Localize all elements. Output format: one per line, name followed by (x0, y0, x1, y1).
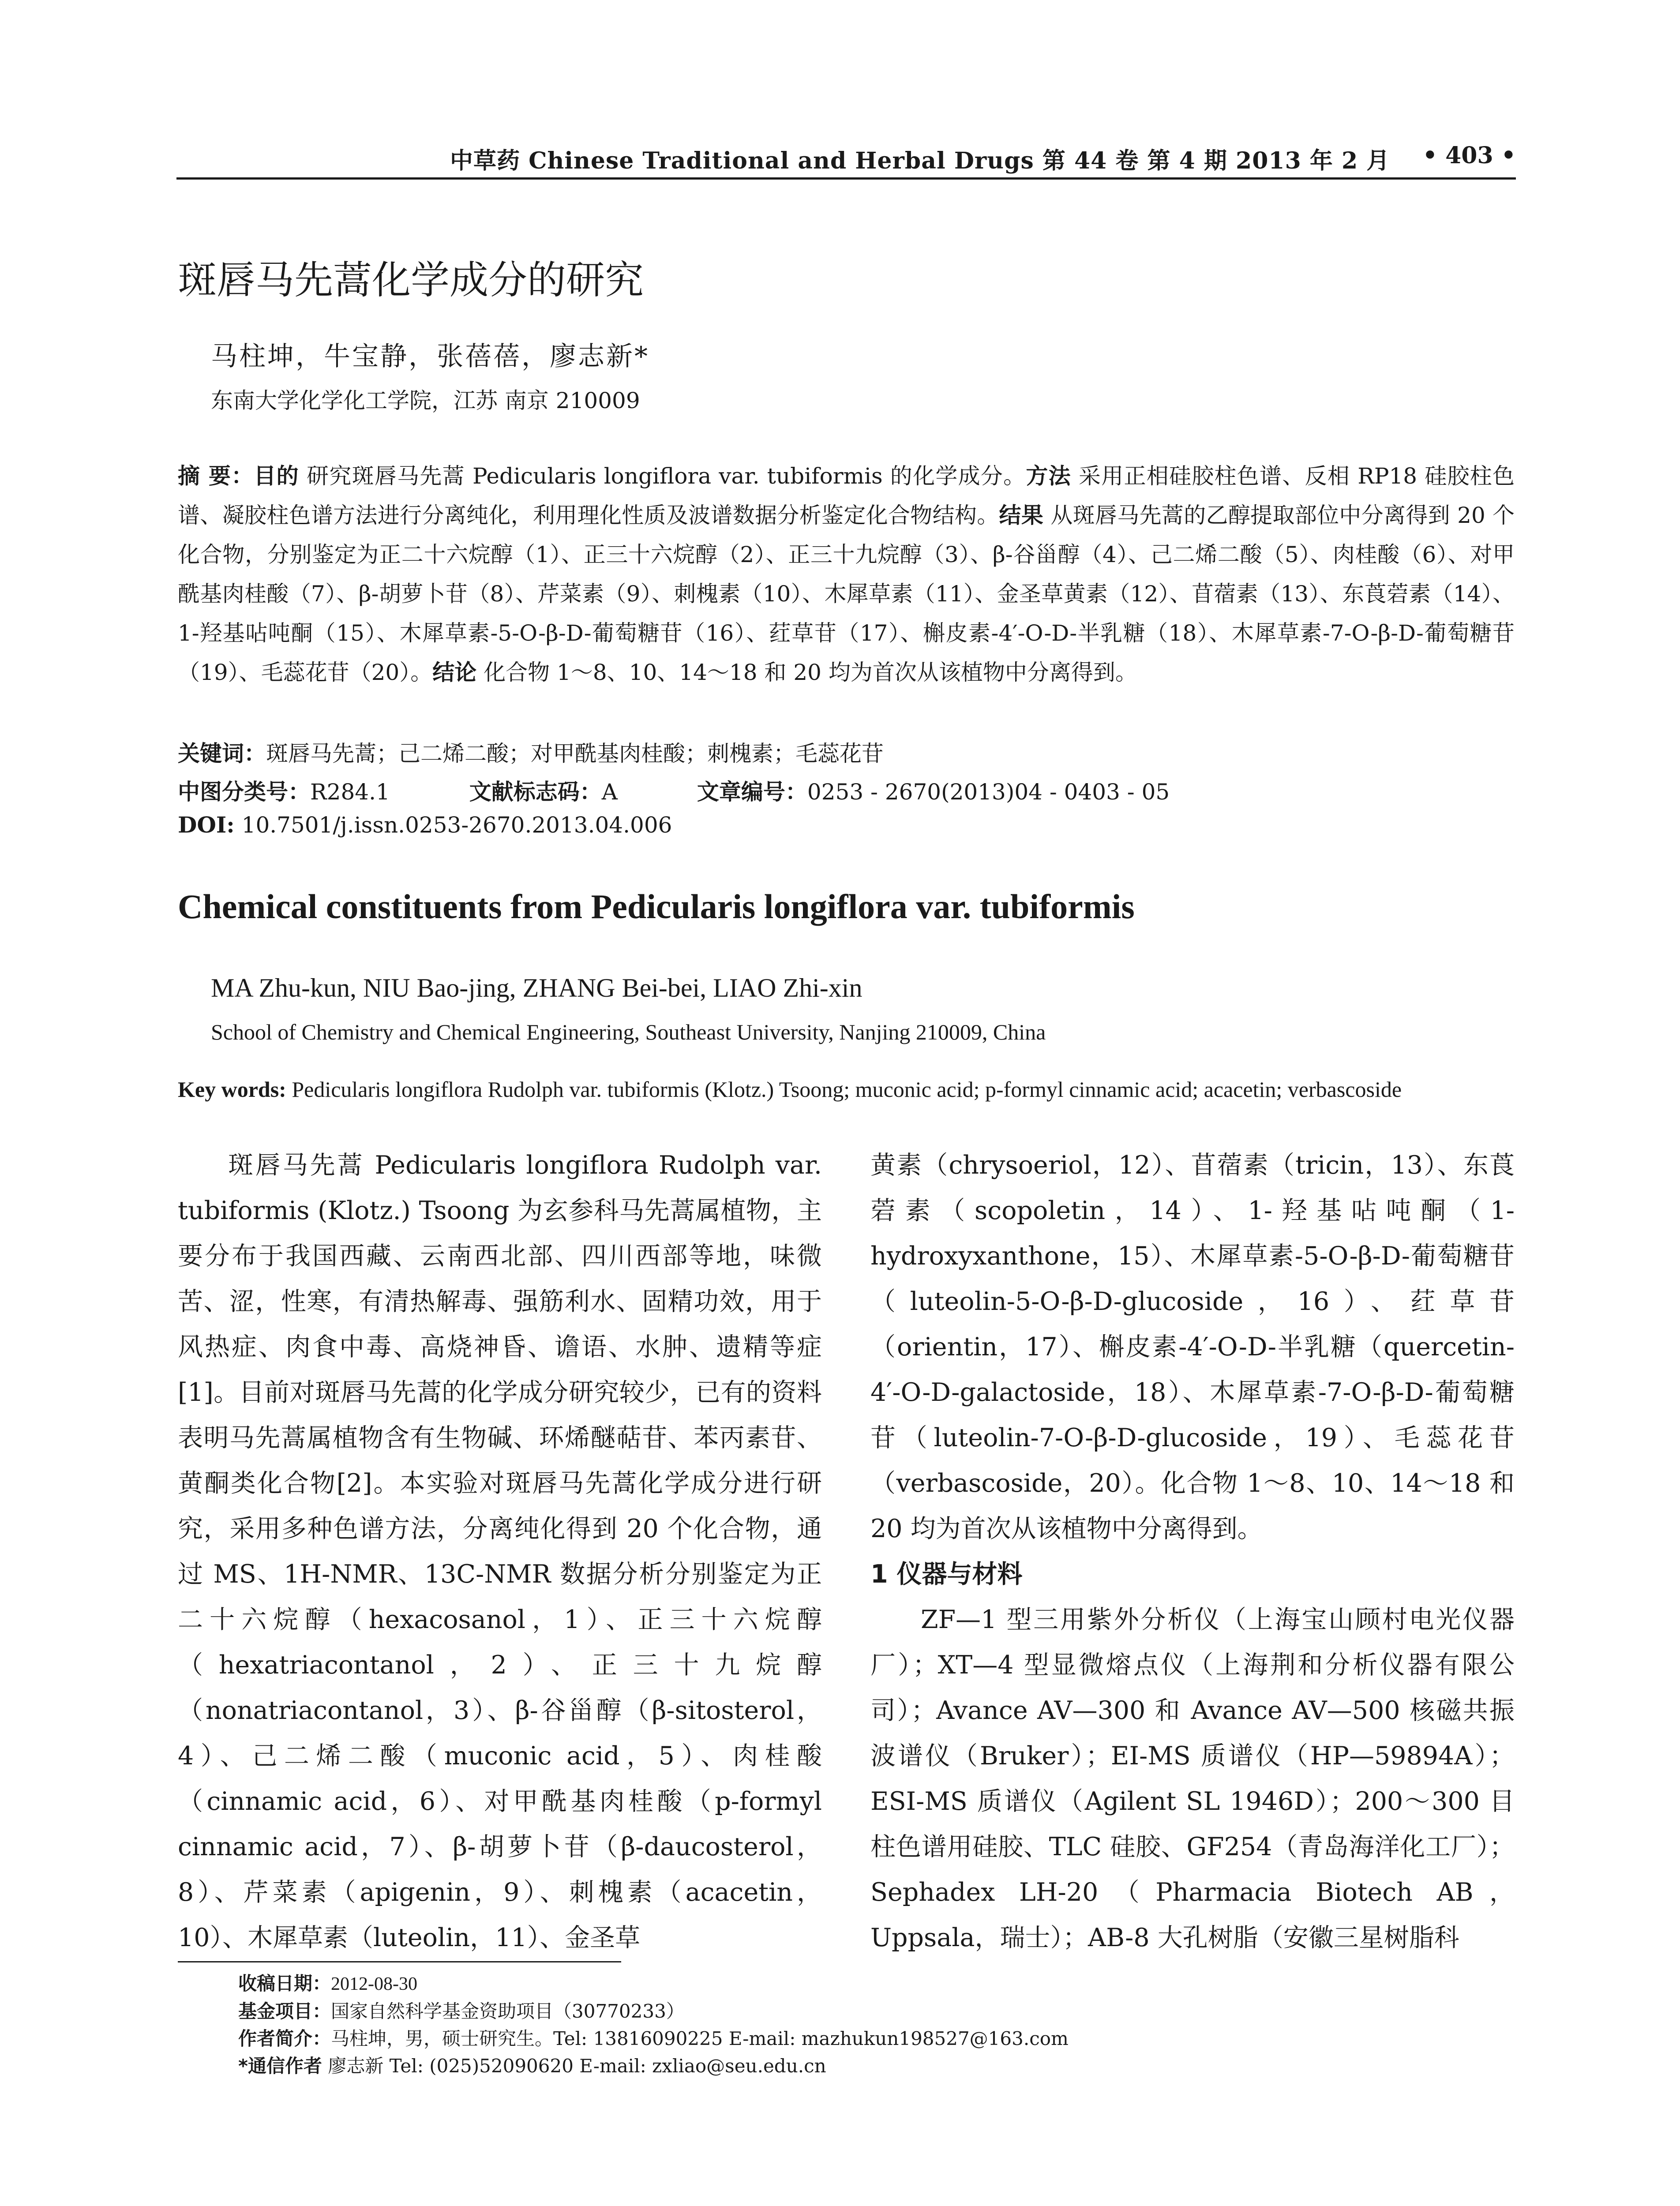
keywords-english (178, 1077, 1402, 1102)
authors-english: MA Zhu-kun, NIU Bao-jing, ZHANG Bei-bei, LIAO Zhi-xin (211, 973, 862, 1002)
header-rule (176, 177, 1516, 180)
abstract-label: 摘 要： (178, 463, 254, 489)
footnote-received (238, 1970, 1069, 1998)
article-number-value: 0253 - 2670(2013)04 - 0403 - 05 (807, 779, 1170, 805)
affiliation-english: School of Chemistry and Chemical Engineering, Southeast University, Nanjing 210009, China (211, 1020, 1046, 1044)
footnote-fund (238, 1998, 1069, 2025)
running-header (176, 142, 1516, 177)
body-paragraph: 黄素（chrysoeriol，12）、苜蓿素（tricin，13）、东莨菪素（scopoletin，14）、1-羟基呫吨酮（1-hydroxyxanthone，15）、木犀草素-5-O-β-D-葡萄糖苷（luteolin-5-O-β-D-glucoside，16）、荭草苷（orientin，17）、槲皮素-4′-O-D-半乳糖（quercetin-4′-O-D-galactoside，18）、木犀草素-7-O-β-D-葡萄糖苷（luteolin-7-O-β-D-glucoside，19）、毛蕊花苷（verbascoside，20）。化合物 1～8、10、14～18 和 20 均为首次从该植物中分离得到。 (870, 1151, 1515, 1543)
footnote-author-bio (238, 2025, 1069, 2052)
method-label: 方法 (1026, 463, 1071, 489)
body-column-right (870, 1143, 1515, 1961)
doc-code-label: 文献标志码： (469, 779, 602, 805)
footnote-corresponding (238, 2052, 1069, 2080)
footnote-rule (178, 1961, 621, 1962)
article-number-label: 文章编号： (697, 779, 807, 805)
footnotes (238, 1970, 1069, 2080)
abstract-chinese (178, 457, 1515, 692)
body-paragraph: ZF—1 型三用紫外分析仪（上海宝山顾村电光仪器厂）；XT—4 型显微熔点仪（上海荆和分析仪器有限公司）；Avance AV—300 和 Avance AV—500 核磁共振波谱仪（Bruker）；EI-MS 质谱仪（HP—59894A）；ESI-MS 质谱仪（Agilent SL 1946D）；200～300 目柱色谱用硅胶、TLC 硅胶、GF254（青岛海洋化工厂）；Sephadex LH-20（Pharmacia Biotech AB，Uppsala，瑞士）；AB-8 大孔树脂（安徽三星树脂科 (870, 1605, 1515, 1952)
bio-text: 马柱坤，男，硕士研究生。Tel: 13816090225 E-mail: mazhukun198527@163.com (331, 2028, 1069, 2049)
conclusion-text: 化合物 1～8、10、14～18 和 20 均为首次从该植物中分离得到。 (476, 660, 1137, 685)
bio-label: 作者简介： (238, 2028, 331, 2049)
page-number: • 403 • (1422, 142, 1516, 169)
body-paragraph: 斑唇马先蒿 Pedicularis longiflora Rudolph var. tubiformis (Klotz.) Tsoong 为玄参科马先蒿属植物，主要分布于我国西藏、云南西北部、四川西部等地，味微苦、涩，性寒，有清热解毒、强筋利水、固精功效，用于风热症、肉食中毒、高烧神昏、谵语、水肿、遗精等症[1]。目前对斑唇马先蒿的化学成分研究较少，已有的资料表明马先蒿属植物含有生物碱、环烯醚萜苷、苯丙素苷、黄酮类化合物[2]。本实验对斑唇马先蒿化学成分进行研究，采用多种色谱方法，分离纯化得到 20 个化合物，通过 MS、1H-NMR、13C-NMR 数据分析分别鉴定为正二十六烷醇（hexacosanol，1）、正三十六烷醇（hexatriacontanol，2）、正三十九烷醇（nonatriacontanol，3）、β-谷甾醇（β-sitosterol，4）、己二烯二酸（muconic acid，5）、肉桂酸（cinnamic acid，6）、对甲酰基肉桂酸（p-formyl cinnamic acid，7）、β-胡萝卜苷（β-daucosterol，8）、芹菜素（apigenin，9）、刺槐素（acacetin，10）、木犀草素（luteolin，11）、金圣草 (178, 1151, 822, 1952)
purpose-text: 研究斑唇马先蒿 Pedicularis longiflora var. tubiformis 的化学成分。 (299, 463, 1026, 489)
received-label: 收稿日期： (238, 1973, 331, 1994)
purpose-label: 目的 (254, 463, 299, 489)
keywords-en-label: Key words: (178, 1077, 286, 1102)
result-label: 结果 (999, 503, 1044, 528)
keywords-chinese (178, 736, 884, 768)
affiliation-chinese: 东南大学化学化工学院，江苏 南京 210009 (211, 388, 640, 413)
keywords-label: 关键词： (178, 741, 266, 766)
corresponding-text: 廖志新 Tel: (025)52090620 E-mail: zxliao@seu.edu.cn (322, 2055, 826, 2077)
clc-label: 中图分类号： (178, 779, 310, 805)
section-heading: 1 仪器与材料 (870, 1560, 1023, 1589)
fund-label: 基金项目： (238, 2000, 331, 2022)
doi-label: DOI: (178, 812, 235, 838)
fund-text: 国家自然科学基金资助项目（30770233） (331, 2000, 685, 2022)
authors-chinese: 马柱坤，牛宝静，张蓓蓓，廖志新* (211, 341, 649, 372)
doc-code-value: A (601, 779, 618, 805)
title-english: Chemical constituents from Pedicularis longiflora var. tubiformis (178, 887, 1135, 926)
doi-line (178, 812, 672, 838)
keywords-text: 斑唇马先蒿；己二烯二酸；对甲酰基肉桂酸；刺槐素；毛蕊花苷 (266, 741, 884, 766)
corresponding-label: *通信作者 (238, 2055, 322, 2077)
doi-value[interactable]: 10.7501/j.issn.0253-2670.2013.04.006 (234, 812, 672, 838)
result-text: 从斑唇马先蒿的乙醇提取部位中分离得到 20 个化合物，分别鉴定为正二十六烷醇（1）、正三十六烷醇（2）、正三十九烷醇（3）、β-谷甾醇（4）、己二烯二酸（5）、肉桂酸（6）、对甲酰基肉桂酸（7）、β-胡萝卜苷（8）、芹菜素（9）、刺槐素（10）、木犀草素（11）、金圣草黄素（12）、苜蓿素（13）、东莨菪素（14）、1-羟基呫吨酮（15）、木犀草素-5-O-β-D-葡萄糖苷（16）、荭草苷（17）、槲皮素-4′-O-D-半乳糖（18）、木犀草素-7-O-β-D-葡萄糖苷（19）、毛蕊花苷（20）。 (178, 503, 1515, 685)
body-column-left (178, 1143, 822, 1961)
classification-line (178, 774, 1515, 806)
method-text: 采用正相硅胶柱色谱、反相 RP18 硅胶柱色谱、凝胶柱色谱方法进行分离纯化，利用理化性质及波谱数据分析鉴定化合物结构。 (178, 463, 1515, 528)
journal-line: 中草药 Chinese Traditional and Herbal Drugs 第 44 卷 第 4 期 2013 年 2 月 (450, 147, 1390, 174)
keywords-en-text: Pedicularis longiflora Rudolph var. tubiformis (Klotz.) Tsoong; muconic acid; p-formyl cinnamic acid; acacetin; verbascoside (286, 1077, 1402, 1102)
clc-value: R284.1 (310, 779, 390, 805)
title-chinese: 斑唇马先蒿化学成分的研究 (178, 257, 644, 303)
received-date: 2012-08-30 (331, 1974, 417, 1994)
conclusion-label: 结论 (432, 660, 477, 685)
